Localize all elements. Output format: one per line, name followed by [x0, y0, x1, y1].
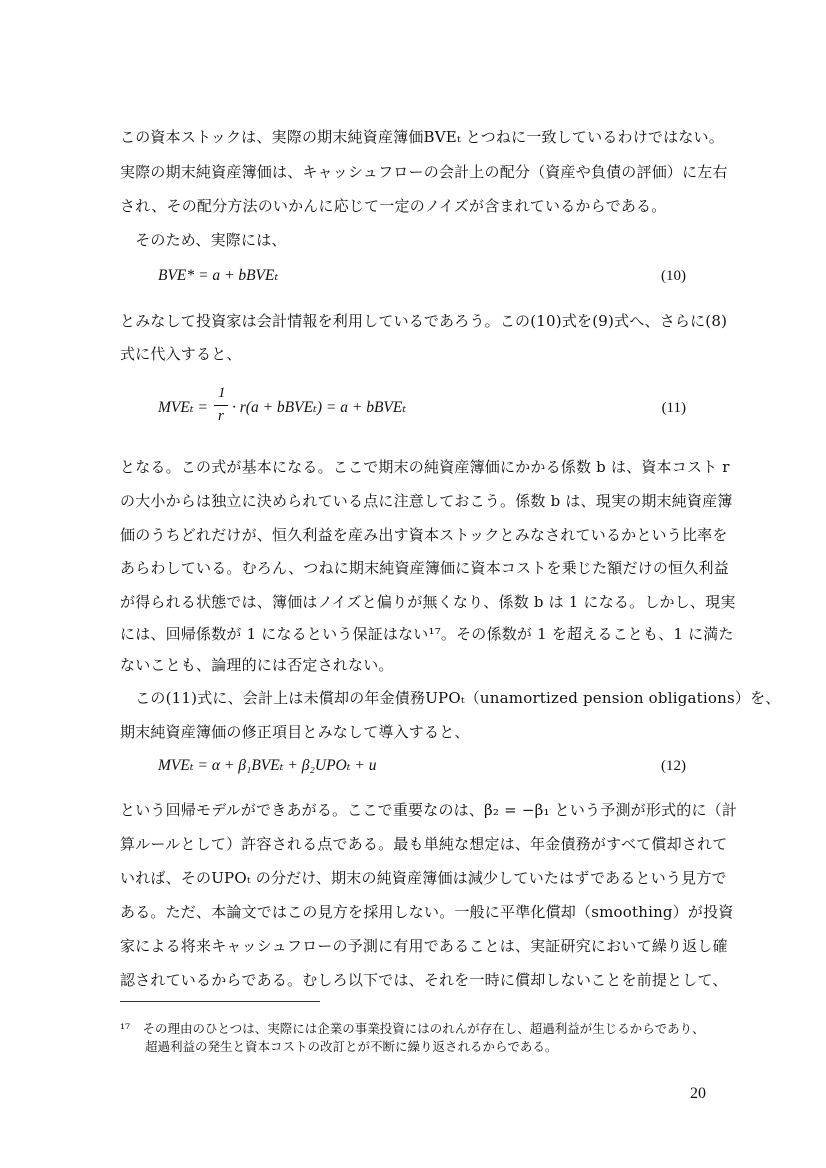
body-line: この資本ストックは、実際の期末純資産簿価BVEₜ とつねに一致しているわけではない。 — [120, 128, 724, 146]
body-line: この(11)式に、会計上は未償却の年金債務UPOₜ（unamortized pension obligations）を、 — [120, 689, 781, 707]
body-line: され、その配分方法のいかんに応じて一定のノイズが含まれているからである。 — [120, 197, 667, 215]
body-line: が得られる状態では、簿価はノイズと偏りが無くなり、係数 b は 1 になる。しかし、現実 — [120, 593, 736, 611]
body-line: という回帰モデルができあがる。ここで重要なのは、β₂ = −β₁ という予測が形式的に（計 — [120, 801, 738, 819]
body-line: 実際の期末純資産簿価は、キャッシュフローの会計上の配分（資産や負債の評価）に左右 — [120, 163, 728, 181]
equation-11-fraction-denominator: r — [218, 408, 224, 424]
equation-number-11: (11) — [661, 400, 686, 416]
body-line: となる。この式が基本になる。ここで期末の純資産簿価にかかる係数 b は、資本コスト r — [120, 458, 730, 476]
equation-11-fraction-bar — [214, 405, 228, 406]
equation-11-fraction-numerator: 1 — [218, 385, 226, 401]
page-number: 20 — [690, 1085, 706, 1102]
body-line: いれば、そのUPOₜ の分だけ、期末の純資産簿価は減少していたはずであるという見方で — [120, 869, 727, 887]
equation-number-10: (10) — [661, 268, 686, 284]
body-line: 式に代入すると、 — [120, 345, 242, 363]
body-line: ある。ただ、本論文ではこの見方を採用しない。一般に平準化償却（smoothing）が投資 — [120, 903, 734, 921]
body-line: あらわしている。むろん、つねに期末純資産簿価に資本コストを乗じた額だけの恒久利益 — [120, 559, 729, 577]
body-line: とみなして投資家は会計情報を利用しているであろう。この(10)式を(9)式へ、さらに(8) — [120, 312, 728, 330]
equation-11-rhs: · r(a + bBVEₜ) = a + bBVEₜ — [232, 399, 407, 416]
body-line: 算ルールとして）許容される点である。最も単純な想定は、年金債務がすべて償却されて — [120, 835, 728, 853]
body-line: そのため、実際には、 — [120, 231, 287, 249]
body-line: 家による将来キャッシュフローの予測に有用であることは、実証研究において繰り返し確 — [120, 937, 728, 955]
body-line: 価のうちどれだけが、恒久利益を産み出す資本ストックとみなされているかという比率を — [120, 526, 728, 544]
body-line: 認されているからである。むしろ以下では、それを一時に償却しないことを前提として、 — [120, 971, 728, 989]
footnote-line: 超過利益の発生と資本コストの改訂とが不断に繰り返されるからである。 — [120, 1039, 558, 1054]
equation-number-12: (12) — [661, 758, 686, 774]
body-line: 期末純資産簿価の修正項目とみなして導入すると、 — [120, 723, 470, 741]
body-line: ないことも、論理的には否定されない。 — [120, 656, 394, 674]
body-line: の大小からは独立に決められている点に注意しておこう。係数 b は、現実の期末純資産簿 — [120, 492, 733, 510]
equation-10: BVE* = a + bBVEₜ — [158, 267, 279, 284]
body-line: には、回帰係数が 1 になるという保証はない¹⁷。その係数が 1 を超えることも、1 に満た — [120, 625, 734, 643]
footnote-line: ¹⁷ その理由のひとつは、実際には企業の事業投資にはのれんが存在し、超過利益が生じるからであり、 — [120, 1021, 705, 1036]
footnote-rule — [120, 1001, 320, 1002]
equation-11-lhs: MVEₜ = — [158, 399, 209, 416]
equation-12: MVEₜ = α + β₁BVEₜ + β₂UPOₜ + u — [158, 757, 377, 774]
